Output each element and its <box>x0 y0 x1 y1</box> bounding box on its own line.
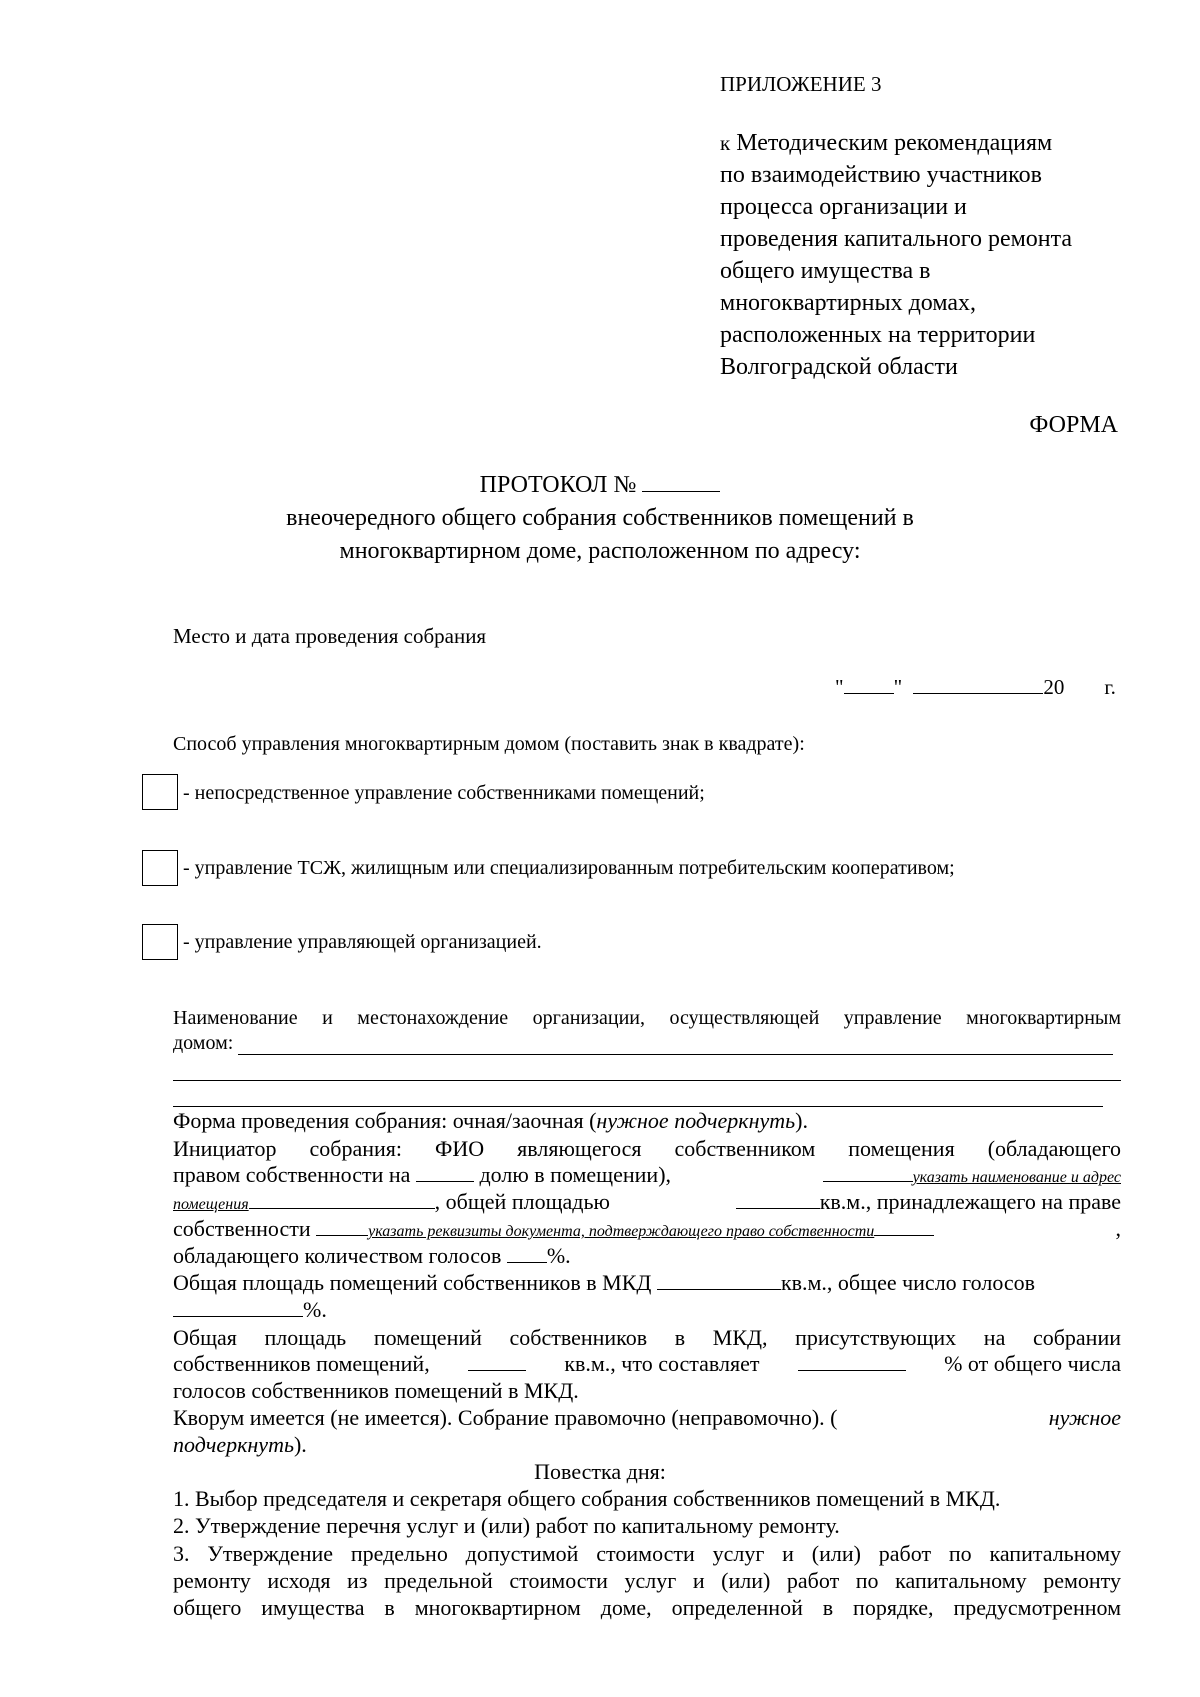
area-blank[interactable] <box>736 1190 820 1209</box>
ref-line-3: процесса организации и <box>720 194 967 220</box>
year-prefix: 20 <box>1043 675 1065 699</box>
quorum-line-1 <box>173 1405 1121 1431</box>
present-area-blank[interactable] <box>468 1352 526 1371</box>
organization-blank-3[interactable] <box>173 1106 1103 1107</box>
total-area-unit: кв.м., общее число голосов <box>780 1270 1036 1295</box>
ownership-hint: указать реквизиты документа, подтверждающего право собственности <box>368 1223 875 1240</box>
protocol-number-label: ПРОТОКОЛ № <box>479 472 637 498</box>
organization-line-2: домом: <box>173 1032 234 1054</box>
present-percent-text: % от общего числа <box>944 1351 1121 1376</box>
appendix-reference <box>720 127 1072 383</box>
total-area-line-2 <box>173 1297 327 1323</box>
title-line-2: внеочередного общего собрания собственников помещений в <box>286 505 914 531</box>
agenda-item-3-line-3: общего имущества в многоквартирном доме, определенной в порядке, предусмотренном <box>173 1595 1121 1620</box>
form-held-end: ). <box>795 1108 808 1133</box>
quorum-hint-1: нужное <box>1048 1405 1121 1430</box>
votes-percent: %. <box>546 1243 571 1268</box>
total-area-blank[interactable] <box>657 1271 781 1290</box>
option-company-label: - управление управляющей организацией. <box>183 931 542 953</box>
address-hint: указать наименование и адрес <box>912 1169 1121 1186</box>
organization-blank-2[interactable] <box>173 1080 1121 1081</box>
form-held-text: Форма проведения собрания: очная/заочная ( <box>173 1108 597 1133</box>
date-quote-open: " <box>835 675 844 699</box>
initiator-line-5 <box>173 1243 571 1269</box>
area-unit-text: кв.м., принадлежащего на праве <box>819 1189 1121 1214</box>
ownership-blank-lead[interactable] <box>316 1217 368 1236</box>
share-blank[interactable] <box>416 1163 474 1182</box>
initiator-share-label: правом собственности на <box>173 1162 411 1187</box>
present-area-text: кв.м., что составляет <box>564 1351 760 1376</box>
month-blank[interactable] <box>913 675 1043 694</box>
premises-hint: помещения <box>173 1196 249 1213</box>
quorum-text: Кворум имеется (не имеется). Собрание правомочно (неправомочно). ( <box>173 1405 838 1430</box>
initiator-line-3 <box>173 1189 1121 1215</box>
total-area-label: Общая площадь помещений собственников в МКД <box>173 1270 652 1295</box>
appendix-label: ПРИЛОЖЕНИЕ 3 <box>720 72 882 96</box>
present-owners-label: собственников помещений, <box>173 1351 430 1376</box>
organization-blank-1[interactable] <box>238 1054 1113 1055</box>
day-blank[interactable] <box>844 675 894 694</box>
present-line-2 <box>173 1351 1121 1377</box>
option-company-checkbox[interactable] <box>142 924 178 960</box>
form-held-hint: нужное подчеркнуть <box>596 1108 796 1133</box>
option-hoa-label: - управление ТСЖ, жилищным или специализированным потребительским кооперативом; <box>183 857 955 879</box>
quorum-line-2 <box>173 1432 307 1458</box>
agenda-title: Повестка дня: <box>534 1459 666 1484</box>
ref-line-5: общего имущества в <box>720 258 931 284</box>
ref-line-4: проведения капитального ремонта <box>720 226 1073 252</box>
protocol-number-blank[interactable] <box>642 473 720 492</box>
ownership-comma: , <box>1115 1216 1121 1241</box>
area-label: , общей площадью <box>434 1189 610 1214</box>
quorum-hint-2: подчеркнуть <box>173 1432 294 1457</box>
organization-line-1: Наименование и местонахождение организации, осуществляющей управление многоквартирным <box>173 1007 1121 1029</box>
agenda-item-1: 1. Выбор председателя и секретаря общего собрания собственников помещений в МКД. <box>173 1486 1001 1511</box>
present-line-3: голосов собственников помещений в МКД. <box>173 1378 579 1403</box>
ownership-label: собственности <box>173 1216 311 1241</box>
ref-line-2: по взаимодействию участников <box>720 162 1042 188</box>
place-date-label: Место и дата проведения собрания <box>173 624 487 648</box>
ownership-blank-tail[interactable] <box>874 1217 934 1236</box>
agenda-item-3-line-1: 3. Утверждение предельно допустимой стоимости услуг и (или) работ по капитальному <box>173 1541 1121 1566</box>
form-held-line <box>173 1108 808 1134</box>
year-suffix: г. <box>1104 675 1116 699</box>
agenda-item-2: 2. Утверждение перечня услуг и (или) работ по капитальному ремонту. <box>173 1513 840 1538</box>
votes-label: обладающего количеством голосов <box>173 1243 502 1268</box>
ref-line-7: расположенных на территории <box>720 322 1036 348</box>
title-line-3: многоквартирном доме, расположенном по адресу: <box>339 538 861 564</box>
initiator-line-4 <box>173 1216 1121 1242</box>
ref-prefix: к <box>720 131 731 155</box>
total-votes-percent: %. <box>303 1297 327 1322</box>
total-votes-blank[interactable] <box>173 1298 303 1317</box>
premises-blank[interactable] <box>249 1190 435 1209</box>
ref-line-6: многоквартирных домах, <box>720 290 977 316</box>
quorum-end: ). <box>293 1432 307 1457</box>
ref-line-1: Методическим рекомендациям <box>736 130 1053 156</box>
option-hoa-checkbox[interactable] <box>142 850 178 886</box>
protocol-title <box>0 472 1200 499</box>
present-line-1: Общая площадь помещений собственников в МКД, присутствующих на собрании <box>173 1325 1121 1350</box>
date-quote-close: " <box>893 675 903 699</box>
management-heading: Способ управления многоквартирным домом (поставить знак в квадрате): <box>173 733 805 755</box>
option-direct-label: - непосредственное управление собственниками помещений; <box>183 782 705 804</box>
date-line <box>835 675 1116 700</box>
address-blank-lead[interactable] <box>823 1163 913 1182</box>
initiator-line-2 <box>173 1162 1121 1188</box>
agenda-item-3-line-2: ремонту исходя из предельной стоимости услуг и (или) работ по капитальному ремонту <box>173 1568 1121 1593</box>
ref-line-8: Волгоградской области <box>720 354 958 380</box>
initiator-line-1: Инициатор собрания: ФИО являющегося собственником помещения (обладающего <box>173 1136 1121 1161</box>
initiator-share-text: долю в помещении), <box>479 1162 672 1187</box>
option-direct-checkbox[interactable] <box>142 774 178 810</box>
votes-blank[interactable] <box>507 1244 547 1263</box>
total-area-line-1 <box>173 1270 1121 1296</box>
present-percent-blank[interactable] <box>798 1352 906 1371</box>
form-label: ФОРМА <box>1029 412 1118 438</box>
year-blank[interactable] <box>1064 676 1092 694</box>
